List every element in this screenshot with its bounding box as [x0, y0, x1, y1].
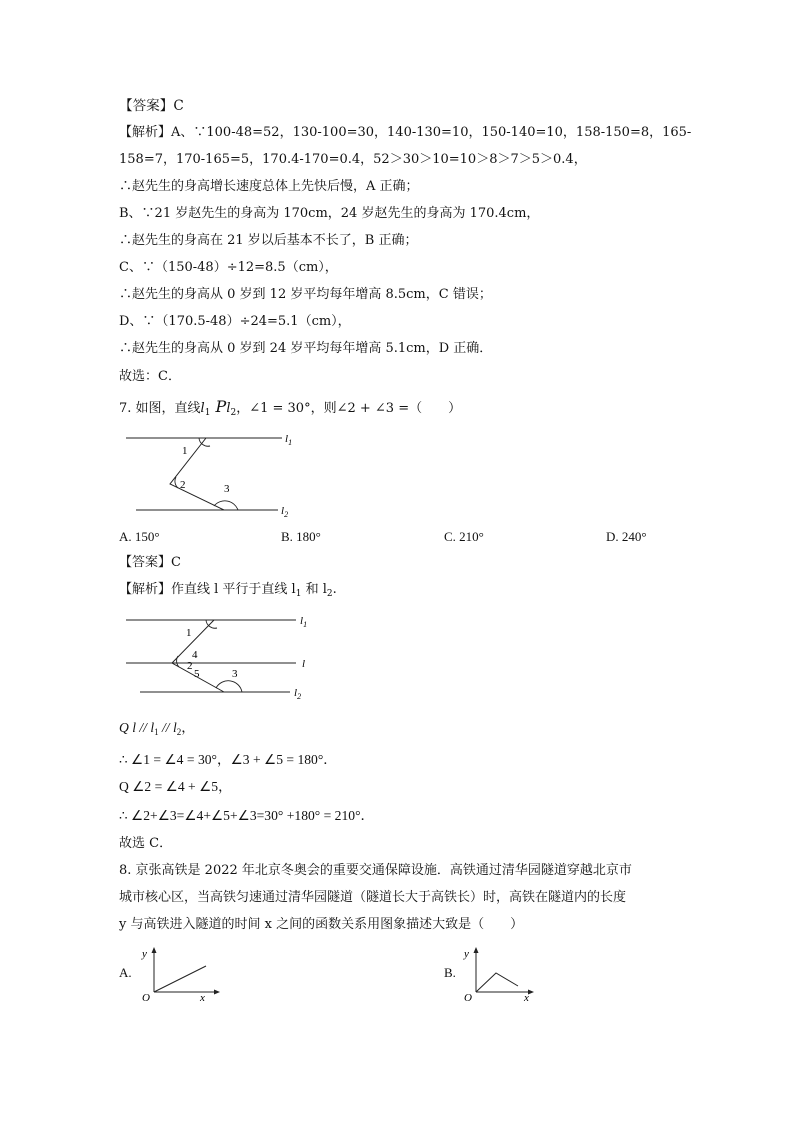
label-l1: $l_1$: [285, 433, 293, 447]
question-8-line: 城市核心区，当高铁匀速通过清华园隧道（隧道长大于高铁长）时，高铁在隧道内的长度: [119, 890, 627, 905]
analysis-line: ∴赵先生的身高从 0 岁到 12 岁平均每年增高 8.5cm，C 错误；: [119, 287, 492, 302]
origin-label: O: [464, 992, 472, 1002]
analysis-line: 158=7，170-165=5，170.4-170=0.4，52＞30＞10=10＞8＞7＞5＞0.4，: [119, 152, 587, 167]
label-angle-3: 3: [232, 668, 238, 680]
choose-line-q7: 故选 C．: [119, 836, 173, 851]
analysis-line: 【解析】A、∵100-48=52，130-100=30，140-130=10，150-140=10，158-150=8，165-: [119, 125, 692, 140]
label-l2: $l_2$: [281, 505, 289, 519]
q8-option-a-label: A.: [119, 965, 132, 980]
question-8-line: y 与高铁进入隧道的时间 x 之间的函数关系用图象描述大致是（ ）: [119, 917, 524, 932]
label-l: l: [302, 658, 306, 670]
zigzag-line: [172, 620, 224, 692]
analysis-intro-q7: 【解析】作直线 l 平行于直线 $l_1$ 和 $l_2$.: [119, 582, 337, 599]
label-angle-3: 3: [224, 483, 230, 495]
y-axis-label: y: [464, 948, 469, 960]
option-b: B. 180°: [281, 529, 321, 544]
option-d: D. 240°: [606, 529, 647, 544]
q7-suffix: ，∠1 = 30°，则∠2 + ∠3 =（ ）: [236, 401, 462, 416]
q8-option-b-label: B.: [444, 965, 456, 980]
y-axis-arrow: [152, 947, 157, 953]
analysis-line: B、∵21 岁赵先生的身高为 170cm，24 岁赵先生的身高为 170.4cm，: [119, 206, 540, 221]
q7-l2-sub: 2: [230, 408, 237, 418]
x-axis-arrow: [528, 990, 534, 995]
solution-step-4: ∴ ∠2+∠3=∠4+∠5+∠3=30° +180° = 210°．: [119, 808, 375, 823]
y-axis-arrow: [474, 947, 479, 953]
label-angle-2: 2: [187, 660, 193, 672]
x-axis-arrow: [214, 990, 220, 995]
q7-l1-sub: 1: [204, 408, 211, 418]
solution-step-1: Q l // $l_1 // l_2$，: [119, 720, 195, 737]
q7-l2: l: [226, 401, 231, 416]
q8-option-a-graph: [136, 944, 226, 1002]
question-7-stem: [119, 397, 461, 423]
function-line: [476, 973, 518, 992]
option-a: A. 150°: [119, 529, 160, 544]
angle-arc-3: [214, 501, 238, 510]
label-angle-2: 2: [180, 479, 186, 491]
angle-arc-3: [216, 681, 242, 692]
label-l2: $l_2$: [294, 687, 302, 701]
q7-prefix: 7. 如图，直线: [119, 401, 201, 416]
x-axis-label: x: [524, 992, 529, 1002]
analysis-line: ∴赵先生的身高增长速度总体上先快后慢，A 正确；: [119, 179, 419, 194]
y-axis-label: y: [142, 948, 147, 960]
q8-option-b-graph: [458, 944, 548, 1002]
analysis-line: C、∵（150-48）÷12=8.5（cm），: [119, 260, 338, 275]
choose-line: 故选：C．: [119, 369, 181, 384]
label-angle-1: 1: [186, 627, 192, 639]
analysis-line: ∴赵先生的身高在 21 岁以后基本不长了，B 正确；: [119, 233, 418, 248]
label-angle-5: 5: [194, 668, 200, 680]
label-angle-4: 4: [192, 649, 198, 661]
answer-label-q7: 【答案】C: [119, 555, 181, 570]
analysis-line: ∴赵先生的身高从 0 岁到 24 岁平均每年增高 5.1cm，D 正确．: [119, 341, 493, 356]
label-l1: $l_1$: [300, 615, 308, 629]
function-line: [154, 966, 206, 992]
answer-label-q6: 【答案】C: [119, 98, 184, 114]
solution-step-3: Q ∠2 = ∠4 + ∠5，: [119, 779, 232, 794]
question-8-line: 8. 京张高铁是 2022 年北京冬奥会的重要交通保障设施．高铁通过清华园隧道穿越北京市: [119, 863, 632, 878]
label-angle-1: 1: [182, 445, 188, 457]
analysis-line: D、∵（170.5-48）÷24=5.1（cm），: [119, 314, 351, 329]
q7-solution-figure: [120, 606, 320, 704]
solution-step-2: ∴ ∠1 = ∠4 = 30°，∠3 + ∠5 = 180°．: [119, 752, 337, 767]
origin-label: O: [142, 992, 150, 1002]
x-axis-label: x: [200, 992, 205, 1002]
option-c: C. 210°: [444, 529, 484, 544]
q7-parallel-symbol: P: [210, 397, 227, 416]
zigzag-line: [170, 438, 224, 510]
q7-figure: [120, 428, 310, 520]
q7-l1: l: [200, 401, 205, 416]
